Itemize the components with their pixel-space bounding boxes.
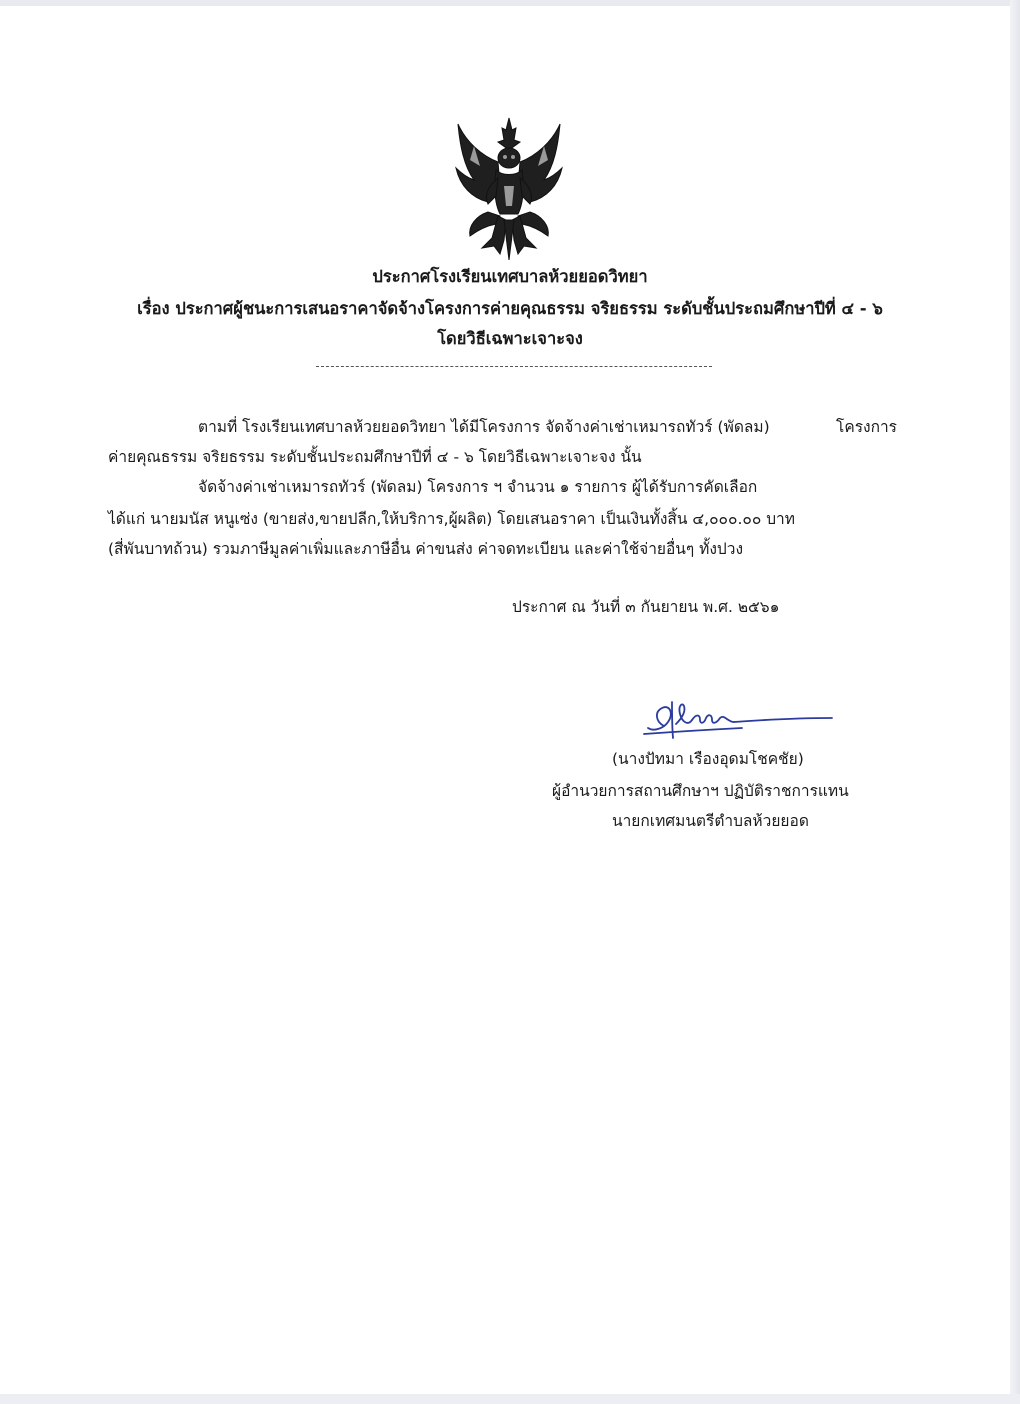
paragraph2-line1: จัดจ้างค่าเช่าเหมารถทัวร์ (พัดลม) โครงการ ฯ จำนวน ๑ รายการ ผู้ได้รับการคัดเลือก bbox=[198, 478, 758, 496]
paragraph1-line1-end: โครงการ bbox=[836, 418, 898, 436]
signatory-name: (นางปัทมา เรืองอุดมโชคชัย) bbox=[612, 750, 804, 768]
paragraph1-line1: ตามที่ โรงเรียนเทศบาลห้วยยอดวิทยา ได้มีโครงการ จัดจ้างค่าเช่าเหมารถทัวร์ (พัดลม) bbox=[198, 418, 770, 436]
announcement-subject: เรื่อง ประกาศผู้ชนะการเสนอราคาจัดจ้างโครงการค่ายคุณธรรม จริยธรรม ระดับชั้นประถมศึกษาปีที่ ๔ - ๖ bbox=[137, 299, 883, 318]
signatory-position-line1: ผู้อำนวยการสถานศึกษาฯ ปฏิบัติราชการแทน bbox=[552, 782, 849, 800]
paragraph2-line2: ได้แก่ นายมนัส หนูเซ่ง (ขายส่ง,ขายปลีก,ให้บริการ,ผู้ผลิต) โดยเสนอราคา เป็นเงินทั้งสิ้น ๔,๐๐๐.๐๐ บาท bbox=[108, 510, 795, 528]
announcement-org-title: ประกาศโรงเรียนเทศบาลห้วยยอดวิทยา bbox=[372, 267, 648, 286]
signatory-position-line2: นายกเทศมนตรีตำบลห้วยยอด bbox=[612, 812, 809, 830]
scan-edge-top bbox=[0, 0, 1020, 6]
announcement-method: โดยวิธีเฉพาะเจาะจง bbox=[437, 329, 583, 348]
garuda-emblem-icon bbox=[448, 116, 570, 262]
handwritten-signature bbox=[642, 696, 838, 742]
scan-edge-right bbox=[1010, 0, 1020, 1404]
paragraph1-line2: ค่ายคุณธรรม จริยธรรม ระดับชั้นประถมศึกษาปีที่ ๔ - ๖ โดยวิธีเฉพาะเจาะจง นั้น bbox=[108, 448, 642, 466]
announcement-date: ประกาศ ณ วันที่ ๓ กันยายน พ.ศ. ๒๕๖๑ bbox=[512, 598, 780, 616]
scan-edge-bottom bbox=[0, 1394, 1020, 1404]
paragraph2-line3: (สี่พันบาทถ้วน) รวมภาษีมูลค่าเพิ่มและภาษีอื่น ค่าขนส่ง ค่าจดทะเบียน และค่าใช้จ่ายอื่นๆ ทั้งปวง bbox=[108, 540, 744, 558]
dashed-divider bbox=[316, 366, 712, 367]
